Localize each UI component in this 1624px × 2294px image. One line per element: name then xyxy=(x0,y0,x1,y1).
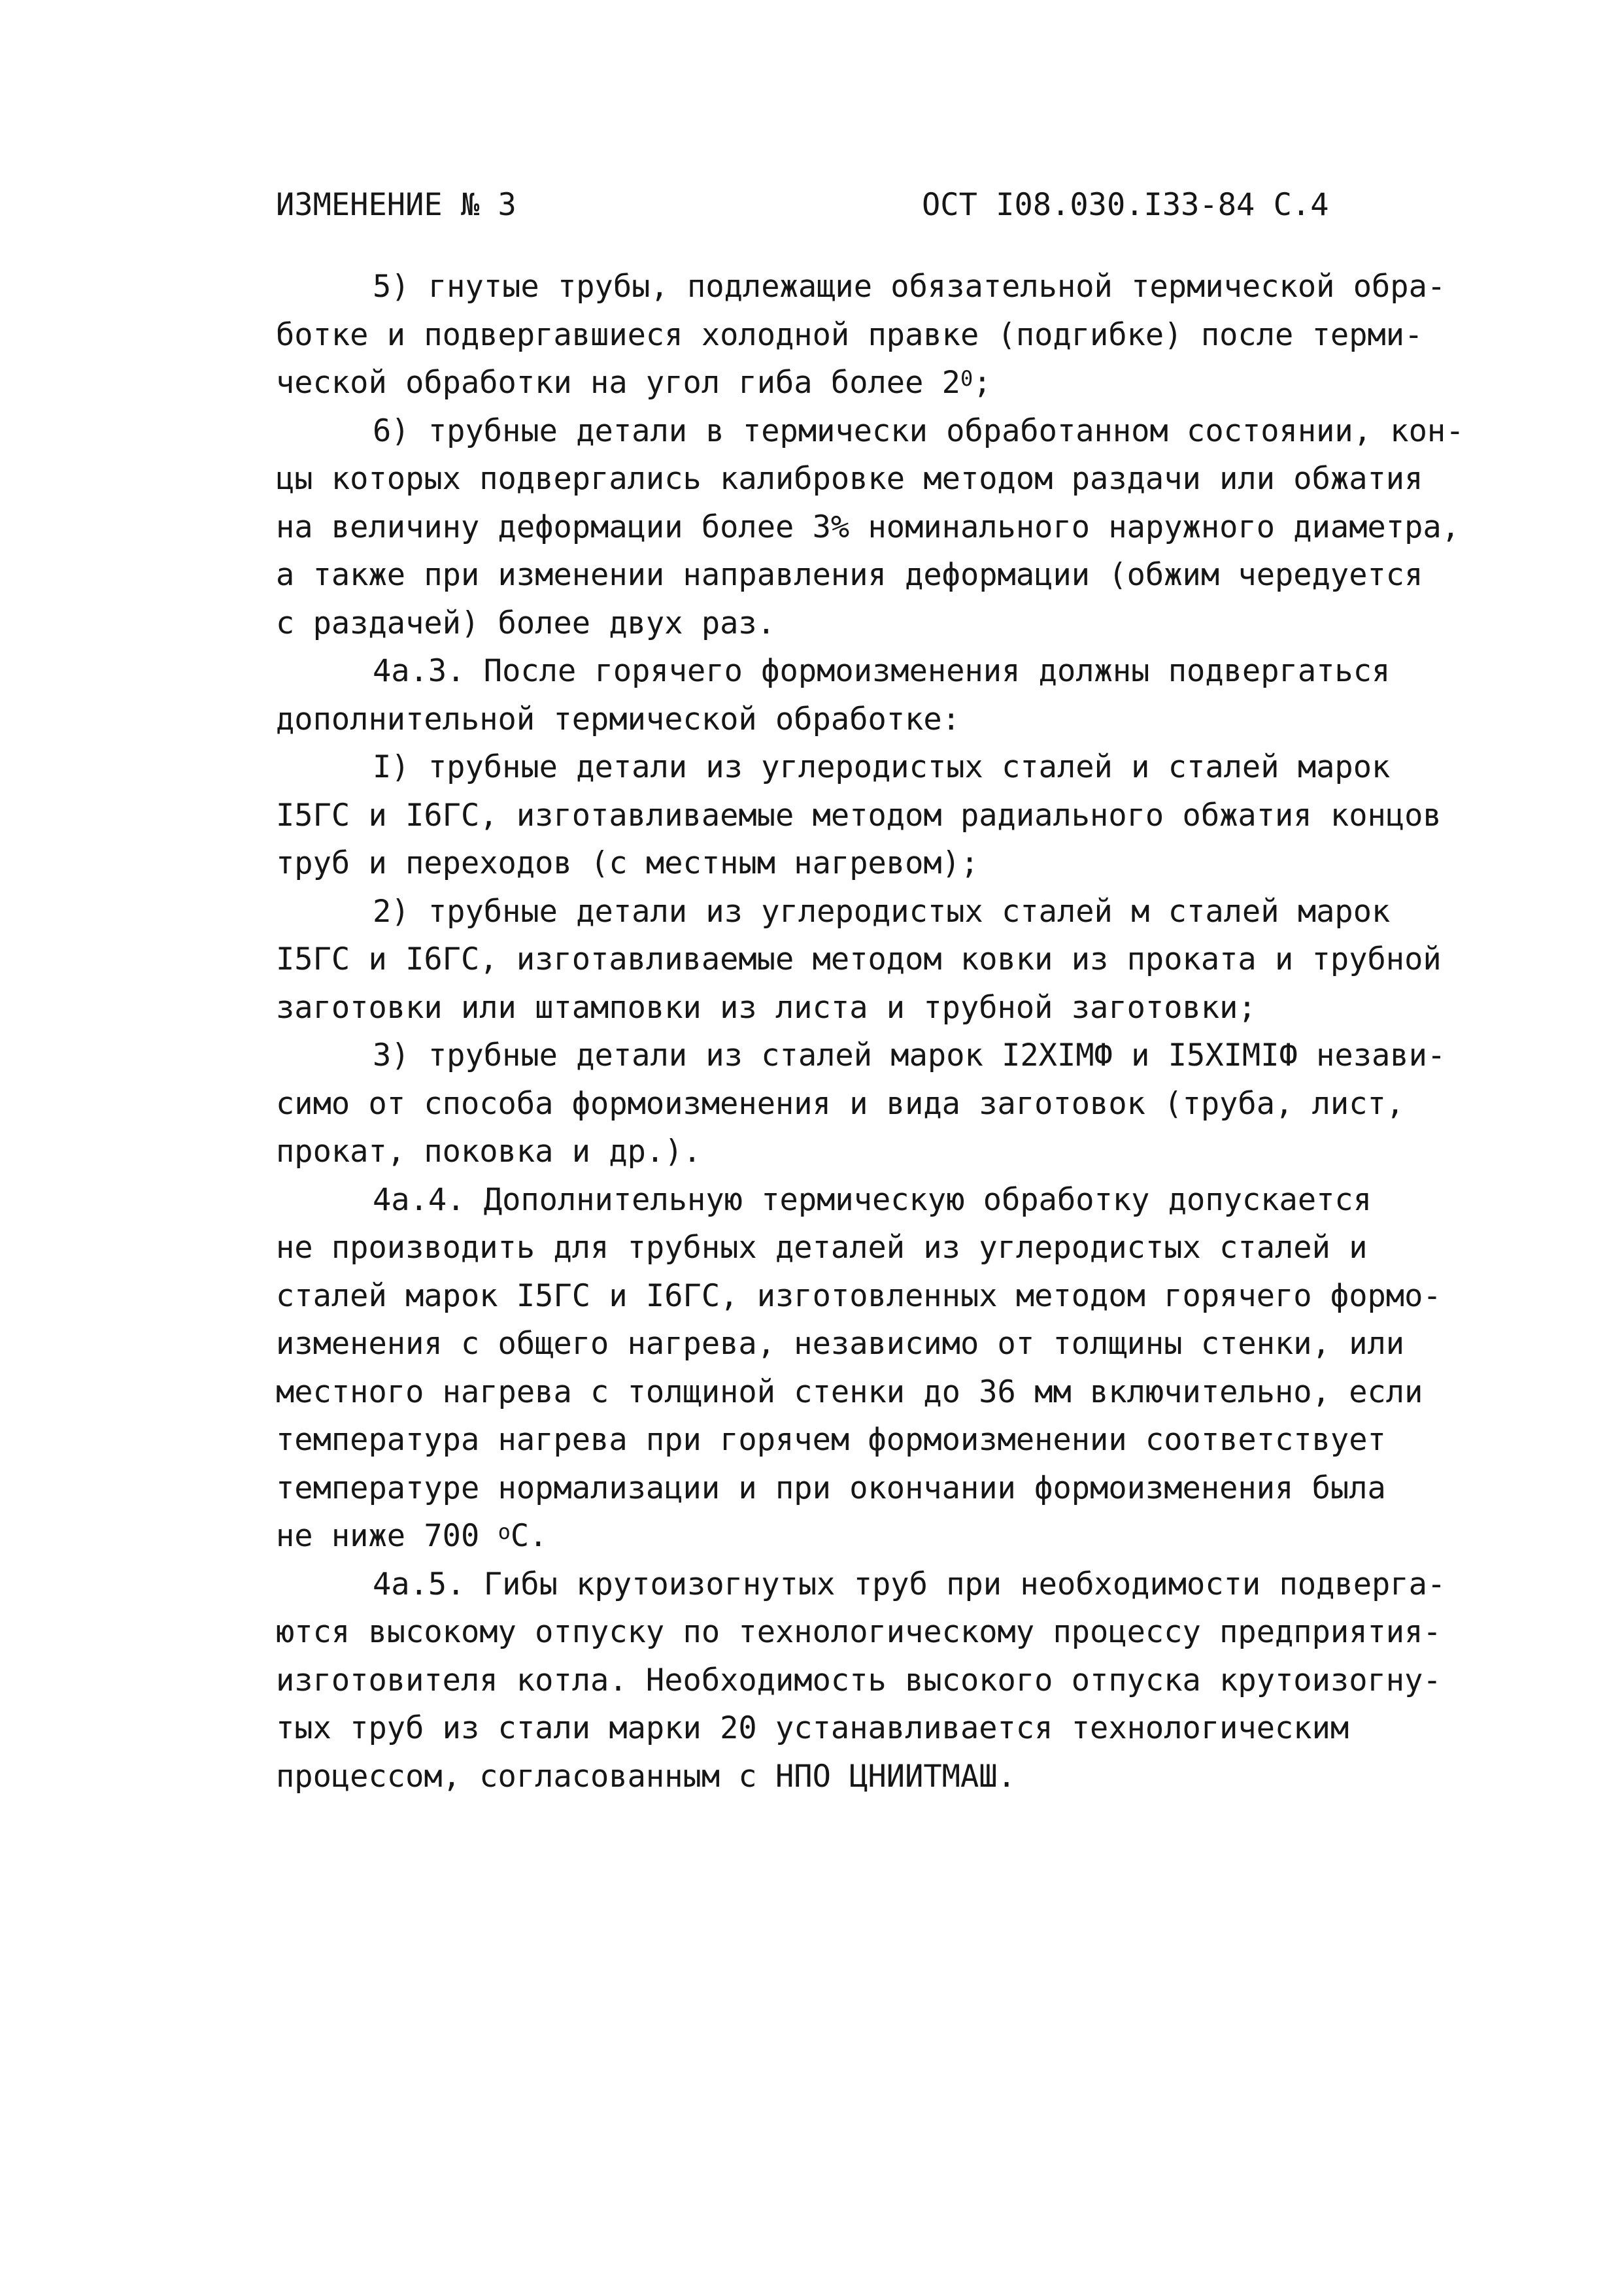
text-line: с раздачей) более двух раз. xyxy=(276,605,776,641)
text-line: сталей марок I5ГС и I6ГС, изготовленных методом горячего формо- xyxy=(276,1277,1442,1314)
text-line: изготовителя котла. Необходимость высокого отпуска крутоизогну- xyxy=(276,1662,1442,1698)
text-line: I) трубные детали из углеродистых сталей и сталей марок xyxy=(373,749,1391,785)
text-line: 3) трубные детали из сталей марок I2XIМФ и I5XIМIФ незави- xyxy=(373,1037,1446,1073)
text-line-with-celsius xyxy=(276,1512,1518,1560)
text-line: 2) трубные детали из углеродистых сталей м сталей марок xyxy=(373,893,1391,930)
standard-code-page: ОСТ I08.030.I33-84 С.4 xyxy=(922,187,1329,223)
text-fragment: ческой обработки на угол гиба более 2 xyxy=(276,365,960,401)
text-line: не производить для трубных деталей из углеродистых сталей и xyxy=(276,1230,1368,1266)
text-line: ются высокому отпуску по технологическому процессу предприятия- xyxy=(276,1614,1442,1650)
celsius-degree-superscript: о xyxy=(498,1519,511,1544)
text-fragment: С. xyxy=(510,1518,548,1554)
text-line: заготовки или штамповки из листа и трубной заготовки; xyxy=(276,989,1257,1026)
text-line: цы которых подвергались калибровке методом раздачи или обжатия xyxy=(276,461,1423,497)
text-line: а также при изменении направления деформации (обжим чередуется xyxy=(276,557,1423,593)
text-line: труб и переходов (с местным нагревом); xyxy=(276,845,979,881)
text-line: 5) гнутые трубы, подлежащие обязательной термической обра- xyxy=(373,269,1446,305)
text-line-with-degree xyxy=(276,359,1518,407)
text-line: дополнительной термической обработке: xyxy=(276,701,960,737)
text-fragment: ; xyxy=(973,365,992,401)
text-line: тых труб из стали марки 20 устанавливается технологическим xyxy=(276,1710,1349,1746)
text-line: ботке и подвергавшиеся холодной правке (подгибке) после терми- xyxy=(276,316,1423,353)
text-line: I5ГС и I6ГС, изготавливаемые методом радиального обжатия концов xyxy=(276,797,1442,834)
degree-superscript: 0 xyxy=(960,366,973,391)
text-line: 6) трубные детали в термически обработанном состоянии, кон- xyxy=(373,413,1464,449)
section-4a3-heading: 4а.3. После горячего формоизменения должны подвергаться xyxy=(373,653,1391,689)
text-line: изменения с общего нагрева, независимо от толщины стенки, или xyxy=(276,1326,1405,1362)
text-line: I5ГС и I6ГС, изготавливаемые методом ковки из проката и трубной xyxy=(276,941,1442,977)
text-line: температура нагрева при горячем формоизменении соответствует xyxy=(276,1422,1386,1458)
document-body xyxy=(276,263,1518,1800)
text-line: температуре нормализации и при окончании формоизменения была xyxy=(276,1470,1386,1506)
text-line: на величину деформации более 3% номинального наружного диаметра, xyxy=(276,509,1460,545)
section-4a5-heading: 4а.5. Гибы крутоизогнутых труб при необходимости подверга- xyxy=(373,1566,1446,1602)
text-line: процессом, согласованным с НПО ЦНИИТМАШ. xyxy=(276,1758,1016,1795)
text-line: прокат, поковка и др.). xyxy=(276,1134,702,1170)
section-4a4-heading: 4а.4. Дополнительную термическую обработку допускается xyxy=(373,1181,1372,1218)
text-fragment: не ниже 700 xyxy=(276,1518,498,1554)
text-line: местного нагрева с толщиной стенки до 36 мм включительно, если xyxy=(276,1374,1423,1410)
text-line: симо от способа формоизменения и вида заготовок (труба, лист, xyxy=(276,1085,1405,1122)
amendment-number: ИЗМЕНЕНИЕ № 3 xyxy=(276,187,516,223)
